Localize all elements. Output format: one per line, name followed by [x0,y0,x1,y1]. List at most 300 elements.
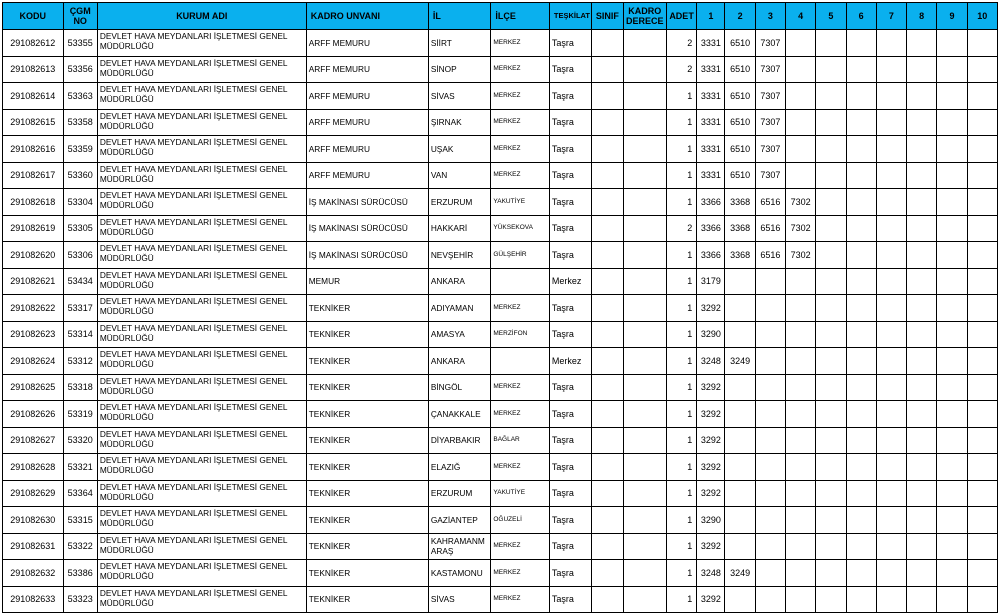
cell-col-8 [907,586,937,613]
cell-kadro-unvani: TEKNİKER [306,348,428,375]
cell-col-4 [785,507,815,534]
cell-col-10 [967,507,997,534]
cell-il: GAZİANTEP [428,507,491,534]
cell-kadro-unvani: TEKNİKER [306,586,428,613]
cell-adet: 1 [666,586,696,613]
table-row[interactable] [3,109,998,136]
cell-col-10 [967,321,997,348]
cell-col-3: 6516 [755,215,785,242]
cell-sinif [592,427,623,454]
cell-col-6 [846,401,876,428]
cell-kadro-unvani: TEKNİKER [306,480,428,507]
cell-il: UŞAK [428,136,491,163]
cell-col-9 [937,83,967,110]
cell-kurum-adi: DEVLET HAVA MEYDANLARI İŞLETMESİ GENEL MÜDÜRLÜĞÜ [97,83,306,110]
cell-cgm-no: 53364 [63,480,97,507]
cell-col-7 [876,56,906,83]
cell-col-1: 3290 [697,507,725,534]
header-col-2[interactable]: 2 [725,3,755,30]
cell-sinif [592,374,623,401]
cell-kurum-adi: DEVLET HAVA MEYDANLARI İŞLETMESİ GENEL MÜDÜRLÜĞÜ [97,533,306,560]
table-row[interactable] [3,83,998,110]
cell-col-10 [967,427,997,454]
cell-il: ANKARA [428,268,491,295]
header-col-7[interactable]: 7 [876,3,906,30]
table-row[interactable] [3,586,998,613]
cell-col-4 [785,401,815,428]
cell-kadro-unvani: İŞ MAKİNASI SÜRÜCÜSÜ [306,242,428,269]
cell-col-7 [876,401,906,428]
cell-kurum-adi: DEVLET HAVA MEYDANLARI İŞLETMESİ GENEL MÜDÜRLÜĞÜ [97,295,306,322]
cell-col-1: 3331 [697,162,725,189]
cell-col-8 [907,83,937,110]
header-kodu[interactable]: KODU [3,3,64,30]
cell-col-5 [816,507,846,534]
header-col-8[interactable]: 8 [907,3,937,30]
kadro-table-wrapper [2,2,998,613]
cell-col-7 [876,533,906,560]
table-row[interactable] [3,507,998,534]
cell-col-9 [937,321,967,348]
cell-col-4 [785,348,815,375]
header-col-9[interactable]: 9 [937,3,967,30]
cell-col-10 [967,189,997,216]
cell-col-6 [846,56,876,83]
cell-col-6 [846,30,876,57]
cell-adet: 1 [666,374,696,401]
kadro-table [2,2,998,613]
cell-kurum-adi: DEVLET HAVA MEYDANLARI İŞLETMESİ GENEL MÜDÜRLÜĞÜ [97,56,306,83]
header-col-3[interactable]: 3 [755,3,785,30]
cell-col-6 [846,586,876,613]
cell-col-4: 7302 [785,215,815,242]
header-kadro-unvani[interactable]: KADRO UNVANI [306,3,428,30]
cell-adet: 1 [666,507,696,534]
cell-col-8 [907,480,937,507]
cell-ilce: MERKEZ [491,295,550,322]
cell-col-9 [937,401,967,428]
cell-col-6 [846,215,876,242]
cell-adet: 1 [666,427,696,454]
cell-sinif [592,507,623,534]
cell-col-2 [725,268,755,295]
cell-kurum-adi: DEVLET HAVA MEYDANLARI İŞLETMESİ GENEL MÜDÜRLÜĞÜ [97,189,306,216]
cell-col-2 [725,454,755,481]
cell-il: SİNOP [428,56,491,83]
cell-kodu: 291082621 [3,268,64,295]
cell-adet: 1 [666,401,696,428]
cell-col-7 [876,374,906,401]
cell-col-9 [937,374,967,401]
cell-col-4 [785,295,815,322]
table-row[interactable] [3,268,998,295]
cell-col-4: 7302 [785,242,815,269]
cell-col-8 [907,189,937,216]
cell-col-5 [816,560,846,587]
cell-col-10 [967,348,997,375]
cell-col-2 [725,295,755,322]
cell-sinif [592,30,623,57]
table-row[interactable] [3,374,998,401]
cell-ilce: MERZİFON [491,321,550,348]
cell-kadro-derece [623,295,666,322]
cell-col-4 [785,427,815,454]
cell-col-8 [907,268,937,295]
cell-kurum-adi: DEVLET HAVA MEYDANLARI İŞLETMESİ GENEL MÜDÜRLÜĞÜ [97,401,306,428]
cell-col-2: 3368 [725,242,755,269]
header-kurum-adi[interactable]: KURUM ADI [97,3,306,30]
cell-col-5 [816,109,846,136]
cell-col-6 [846,109,876,136]
cell-kadro-unvani: ARFF MEMURU [306,83,428,110]
cell-kadro-derece [623,321,666,348]
cell-col-10 [967,215,997,242]
cell-col-1: 3331 [697,83,725,110]
cell-kurum-adi: DEVLET HAVA MEYDANLARI İŞLETMESİ GENEL MÜDÜRLÜĞÜ [97,374,306,401]
cell-col-6 [846,560,876,587]
cell-col-5 [816,454,846,481]
cell-col-2 [725,374,755,401]
cell-col-7 [876,215,906,242]
cell-col-8 [907,374,937,401]
cell-sinif [592,348,623,375]
cell-adet: 1 [666,83,696,110]
cell-col-7 [876,507,906,534]
cell-col-5 [816,83,846,110]
cell-cgm-no: 53358 [63,109,97,136]
cell-il: SİVAS [428,83,491,110]
cell-cgm-no: 53356 [63,56,97,83]
cell-kurum-adi: DEVLET HAVA MEYDANLARI İŞLETMESİ GENEL MÜDÜRLÜĞÜ [97,454,306,481]
cell-cgm-no: 53305 [63,215,97,242]
cell-col-8 [907,295,937,322]
cell-col-3: 6516 [755,242,785,269]
cell-col-5 [816,533,846,560]
cell-col-2 [725,321,755,348]
cell-col-8 [907,454,937,481]
cell-col-9 [937,242,967,269]
cell-ilce: MERKEZ [491,401,550,428]
cell-il: VAN [428,162,491,189]
cell-col-7 [876,109,906,136]
cell-teskilat: Taşra [549,56,591,83]
cell-sinif [592,109,623,136]
cell-kurum-adi: DEVLET HAVA MEYDANLARI İŞLETMESİ GENEL MÜDÜRLÜĞÜ [97,30,306,57]
cell-col-5 [816,295,846,322]
cell-kadro-unvani: İŞ MAKİNASI SÜRÜCÜSÜ [306,215,428,242]
header-teskilat[interactable]: TEŞKİLAT [549,3,591,30]
cell-col-7 [876,136,906,163]
cell-col-7 [876,480,906,507]
cell-kadro-unvani: TEKNİKER [306,560,428,587]
cell-col-3: 7307 [755,83,785,110]
cell-col-8 [907,427,937,454]
cell-col-3 [755,427,785,454]
cell-kadro-derece [623,427,666,454]
header-adet[interactable]: ADET [666,3,696,30]
cell-col-7 [876,321,906,348]
cell-col-9 [937,480,967,507]
cell-col-3 [755,586,785,613]
cell-col-5 [816,321,846,348]
cell-teskilat: Taşra [549,109,591,136]
cell-col-4 [785,321,815,348]
cell-sinif [592,401,623,428]
cell-col-5 [816,268,846,295]
cell-ilce: MERKEZ [491,56,550,83]
cell-adet: 1 [666,162,696,189]
cell-teskilat: Taşra [549,480,591,507]
cell-kadro-derece [623,507,666,534]
cell-col-9 [937,56,967,83]
header-ilce[interactable]: İLÇE [491,3,550,30]
table-row[interactable] [3,454,998,481]
cell-col-2 [725,427,755,454]
cell-ilce: BAĞLAR [491,427,550,454]
cell-col-3 [755,560,785,587]
cell-kadro-derece [623,30,666,57]
cell-col-4 [785,83,815,110]
table-row[interactable] [3,401,998,428]
cell-col-6 [846,480,876,507]
table-row[interactable] [3,215,998,242]
cell-col-7 [876,586,906,613]
cell-kadro-unvani: İŞ MAKİNASI SÜRÜCÜSÜ [306,189,428,216]
cell-col-2 [725,586,755,613]
cell-col-10 [967,109,997,136]
cell-adet: 1 [666,109,696,136]
cell-teskilat: Taşra [549,321,591,348]
cell-kurum-adi: DEVLET HAVA MEYDANLARI İŞLETMESİ GENEL MÜDÜRLÜĞÜ [97,215,306,242]
cell-ilce: MERKEZ [491,374,550,401]
cell-col-10 [967,162,997,189]
cell-teskilat: Taşra [549,30,591,57]
cell-ilce: MERKEZ [491,83,550,110]
cell-col-8 [907,348,937,375]
cell-sinif [592,560,623,587]
cell-kodu: 291082626 [3,401,64,428]
cell-col-10 [967,454,997,481]
cell-col-10 [967,136,997,163]
cell-teskilat: Taşra [549,136,591,163]
cell-il: ELAZIĞ [428,454,491,481]
cell-ilce: MERKEZ [491,109,550,136]
cell-cgm-no: 53314 [63,321,97,348]
table-row[interactable] [3,136,998,163]
cell-col-4 [785,586,815,613]
cell-col-8 [907,56,937,83]
cell-col-5 [816,215,846,242]
cell-col-3: 7307 [755,30,785,57]
cell-col-3 [755,401,785,428]
cell-kodu: 291082624 [3,348,64,375]
cell-il: SİVAS [428,586,491,613]
cell-col-4 [785,374,815,401]
cell-col-1: 3292 [697,427,725,454]
table-row[interactable] [3,321,998,348]
cell-col-2 [725,507,755,534]
cell-col-8 [907,242,937,269]
cell-col-5 [816,162,846,189]
table-row[interactable] [3,56,998,83]
table-row[interactable] [3,162,998,189]
cell-kadro-unvani: TEKNİKER [306,295,428,322]
cell-kadro-derece [623,374,666,401]
cell-kurum-adi: DEVLET HAVA MEYDANLARI İŞLETMESİ GENEL MÜDÜRLÜĞÜ [97,560,306,587]
cell-col-5 [816,242,846,269]
header-col-5[interactable]: 5 [816,3,846,30]
cell-col-1: 3366 [697,189,725,216]
cell-col-10 [967,374,997,401]
cell-adet: 2 [666,215,696,242]
cell-kodu: 291082616 [3,136,64,163]
header-col-4[interactable]: 4 [785,3,815,30]
cell-col-2: 6510 [725,56,755,83]
table-row[interactable] [3,427,998,454]
cell-col-6 [846,427,876,454]
cell-col-2: 3249 [725,560,755,587]
cell-adet: 1 [666,242,696,269]
table-row[interactable] [3,348,998,375]
cell-kadro-unvani: TEKNİKER [306,374,428,401]
cell-col-1: 3331 [697,109,725,136]
cell-ilce: MERKEZ [491,560,550,587]
cell-col-2: 3249 [725,348,755,375]
header-col-1[interactable]: 1 [697,3,725,30]
header-row [3,3,998,30]
table-row[interactable] [3,30,998,57]
cell-col-8 [907,560,937,587]
cell-col-10 [967,295,997,322]
cell-col-3: 7307 [755,109,785,136]
table-row[interactable] [3,480,998,507]
cell-il: BİNGÖL [428,374,491,401]
cell-col-1: 3292 [697,401,725,428]
cell-col-8 [907,162,937,189]
cell-sinif [592,295,623,322]
table-row[interactable] [3,242,998,269]
header-sinif[interactable]: SINIF [592,3,623,30]
cell-col-1: 3292 [697,454,725,481]
cell-adet: 1 [666,321,696,348]
cell-kodu: 291082631 [3,533,64,560]
cell-col-10 [967,533,997,560]
cell-col-8 [907,321,937,348]
cell-col-8 [907,136,937,163]
cell-col-4 [785,454,815,481]
cell-col-10 [967,242,997,269]
cell-sinif [592,215,623,242]
cell-col-9 [937,215,967,242]
cell-kodu: 291082618 [3,189,64,216]
cell-adet: 2 [666,56,696,83]
cell-col-4 [785,268,815,295]
cell-il: HAKKARİ [428,215,491,242]
cell-col-3: 6516 [755,189,785,216]
header-col-10[interactable]: 10 [967,3,997,30]
table-row[interactable] [3,189,998,216]
cell-kodu: 291082617 [3,162,64,189]
cell-col-7 [876,560,906,587]
cell-col-6 [846,268,876,295]
cell-col-9 [937,560,967,587]
cell-teskilat: Taşra [549,586,591,613]
cell-col-9 [937,295,967,322]
cell-col-7 [876,162,906,189]
cell-col-5 [816,348,846,375]
cell-cgm-no: 53359 [63,136,97,163]
cell-kadro-derece [623,83,666,110]
cell-kadro-unvani: MEMUR [306,268,428,295]
table-body [3,30,998,613]
cell-col-10 [967,480,997,507]
cell-col-2: 6510 [725,136,755,163]
cell-kurum-adi: DEVLET HAVA MEYDANLARI İŞLETMESİ GENEL MÜDÜRLÜĞÜ [97,586,306,613]
cell-col-1: 3331 [697,136,725,163]
header-kadro-derece[interactable]: KADRO DERECE [623,3,666,30]
cell-col-10 [967,83,997,110]
cell-kodu: 291082627 [3,427,64,454]
cell-kadro-derece [623,533,666,560]
cell-kadro-unvani: TEKNİKER [306,427,428,454]
cell-kadro-unvani: TEKNİKER [306,454,428,481]
cell-adet: 1 [666,560,696,587]
cell-col-2: 3368 [725,215,755,242]
cell-col-2 [725,401,755,428]
cell-cgm-no: 53323 [63,586,97,613]
cell-col-9 [937,30,967,57]
cell-kodu: 291082622 [3,295,64,322]
cell-col-6 [846,295,876,322]
cell-kadro-derece [623,480,666,507]
cell-teskilat: Taşra [549,533,591,560]
cell-teskilat: Taşra [549,162,591,189]
cell-kodu: 291082623 [3,321,64,348]
header-cgm-no[interactable]: ÇGM NO [63,3,97,30]
table-row[interactable] [3,295,998,322]
cell-teskilat: Merkez [549,348,591,375]
cell-il: NEVŞEHİR [428,242,491,269]
cell-sinif [592,189,623,216]
cell-col-5 [816,586,846,613]
cell-sinif [592,480,623,507]
cell-sinif [592,56,623,83]
cell-col-10 [967,560,997,587]
cell-sinif [592,454,623,481]
cell-col-7 [876,268,906,295]
cell-kodu: 291082630 [3,507,64,534]
cell-kurum-adi: DEVLET HAVA MEYDANLARI İŞLETMESİ GENEL MÜDÜRLÜĞÜ [97,162,306,189]
cell-col-6 [846,162,876,189]
cell-col-5 [816,136,846,163]
header-col-6[interactable]: 6 [846,3,876,30]
cell-adet: 1 [666,268,696,295]
cell-col-3 [755,480,785,507]
cell-il: ŞIRNAK [428,109,491,136]
cell-kadro-unvani: ARFF MEMURU [306,109,428,136]
header-il[interactable]: İL [428,3,491,30]
cell-col-9 [937,268,967,295]
cell-col-4 [785,480,815,507]
cell-col-9 [937,348,967,375]
cell-col-2 [725,533,755,560]
cell-adet: 1 [666,136,696,163]
cell-col-2: 6510 [725,83,755,110]
cell-col-4: 7302 [785,189,815,216]
table-row[interactable] [3,560,998,587]
table-row[interactable] [3,533,998,560]
cell-kadro-derece [623,162,666,189]
